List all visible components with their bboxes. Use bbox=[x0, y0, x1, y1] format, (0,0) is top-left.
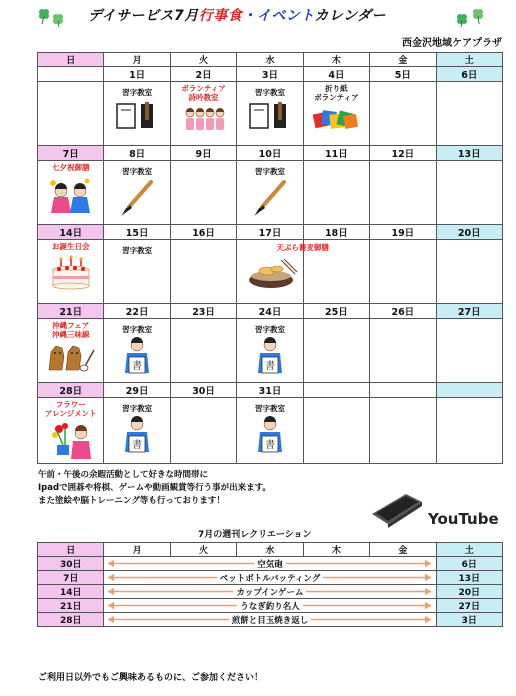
origami-paper-icon bbox=[312, 105, 360, 135]
rec-event-span bbox=[104, 557, 436, 571]
rec-event-span bbox=[104, 571, 436, 585]
event-label: お誕生日会 bbox=[51, 242, 90, 251]
date-cell: 10日 bbox=[237, 146, 303, 161]
note-line: 午前・午後の余暇活動として好きな時間帯に bbox=[38, 470, 209, 480]
event-label: 習字教室 bbox=[122, 325, 153, 334]
rec-weekday-mon: 月 bbox=[104, 543, 170, 557]
monthly-calendar bbox=[37, 52, 503, 464]
rec-start-date: 28日 bbox=[38, 613, 104, 627]
event-label: 習字教室 bbox=[254, 88, 285, 97]
rec-weekday-sun: 日 bbox=[38, 543, 104, 557]
rec-event-name: ペットボトルバッティング bbox=[217, 574, 324, 584]
date-cell: 17日 bbox=[237, 225, 303, 240]
event-cell bbox=[303, 82, 369, 146]
date-cell: 13日 bbox=[436, 146, 502, 161]
shisa-lions-icon bbox=[46, 342, 96, 372]
header bbox=[0, 0, 516, 34]
event-label: 沖縄フェア 沖縄三味線 bbox=[51, 321, 90, 339]
event-label: 天ぷら蕎麦御膳 bbox=[276, 243, 329, 252]
date-cell bbox=[370, 383, 436, 398]
recreation-row bbox=[38, 613, 503, 627]
recreation-row bbox=[38, 557, 503, 571]
weekday-sun: 日 bbox=[38, 53, 104, 67]
calligraphy-man-icon bbox=[252, 337, 288, 375]
rec-weekday-sat: 土 bbox=[436, 543, 502, 557]
event-cell bbox=[104, 240, 170, 304]
date-cell: 24日 bbox=[237, 304, 303, 319]
tablet-youtube-graphic bbox=[366, 480, 506, 540]
svg-text:書: 書 bbox=[132, 361, 143, 372]
date-cell bbox=[303, 383, 369, 398]
clover-icon bbox=[34, 6, 70, 28]
date-cell: 22日 bbox=[104, 304, 170, 319]
date-cell: 3日 bbox=[237, 67, 303, 82]
date-cell: 28日 bbox=[38, 383, 104, 398]
date-cell: 1日 bbox=[104, 67, 170, 82]
event-row bbox=[38, 161, 503, 225]
choir-ladies-icon bbox=[182, 105, 226, 133]
event-label: 習字教室 bbox=[122, 167, 153, 176]
event-cell bbox=[370, 82, 436, 146]
date-cell: 4日 bbox=[303, 67, 369, 82]
recreation-header-row bbox=[38, 543, 503, 557]
event-label: 習字教室 bbox=[122, 88, 153, 97]
event-label: 折り紙 ボランティア bbox=[314, 84, 359, 102]
event-cell bbox=[104, 398, 170, 464]
note-line: また塗絵や脳トレーニング等も行っております！ bbox=[38, 496, 225, 506]
event-row bbox=[38, 82, 503, 146]
tanabata-couple-icon bbox=[47, 175, 95, 215]
rec-event-name: 煎餅と目玉焼き返し bbox=[229, 616, 312, 626]
event-label: 習字教室 bbox=[254, 404, 285, 413]
clover-icon bbox=[452, 6, 488, 28]
date-cell: 31日 bbox=[237, 383, 303, 398]
flower-arranging-icon bbox=[49, 421, 93, 461]
event-cell bbox=[38, 398, 104, 464]
weekday-header-row bbox=[38, 53, 503, 67]
event-cell bbox=[436, 319, 502, 383]
svg-text:書: 書 bbox=[264, 361, 275, 372]
event-cell bbox=[104, 319, 170, 383]
date-cell: 26日 bbox=[370, 304, 436, 319]
event-cell bbox=[237, 240, 329, 304]
weekday-sat: 土 bbox=[436, 53, 502, 67]
calligraphy-man-icon bbox=[119, 337, 155, 375]
title-suffix: カレンダー bbox=[314, 8, 386, 24]
date-cell: 18日 bbox=[303, 225, 369, 240]
event-cell bbox=[104, 161, 170, 225]
event-cell bbox=[237, 82, 303, 146]
birthday-cake-icon bbox=[49, 254, 93, 294]
brush-icon bbox=[250, 179, 290, 217]
calligraphy-man-icon bbox=[252, 416, 288, 454]
date-cell: 21日 bbox=[38, 304, 104, 319]
event-row bbox=[38, 398, 503, 464]
date-cell: 30日 bbox=[170, 383, 236, 398]
event-cell bbox=[303, 398, 369, 464]
event-label: 習字教室 bbox=[254, 325, 285, 334]
rec-weekday-wed: 水 bbox=[237, 543, 303, 557]
date-cell: 14日 bbox=[38, 225, 104, 240]
date-row bbox=[38, 383, 503, 398]
rec-event-name: うなぎ釣り名人 bbox=[237, 602, 303, 612]
date-cell: 29日 bbox=[104, 383, 170, 398]
rec-event-name: 空気砲 bbox=[254, 560, 286, 570]
date-cell: 8日 bbox=[104, 146, 170, 161]
date-cell: 23日 bbox=[170, 304, 236, 319]
calligraphy-man-icon bbox=[119, 416, 155, 454]
event-cell bbox=[436, 398, 502, 464]
date-cell: 6日 bbox=[436, 67, 502, 82]
event-cell bbox=[436, 161, 502, 225]
event-cell bbox=[303, 319, 369, 383]
title-event: ・イベント bbox=[242, 8, 315, 24]
event-cell bbox=[104, 82, 170, 146]
event-cell bbox=[170, 240, 236, 304]
event-label: ボランティア 詩吟教室 bbox=[181, 84, 226, 102]
event-cell bbox=[170, 319, 236, 383]
rec-weekday-tue: 火 bbox=[170, 543, 236, 557]
rec-end-date: 20日 bbox=[436, 585, 502, 599]
date-cell: 11日 bbox=[303, 146, 369, 161]
rec-end-date: 27日 bbox=[436, 599, 502, 613]
date-cell: 20日 bbox=[436, 225, 502, 240]
weekday-tue: 火 bbox=[170, 53, 236, 67]
youtube-logo-icon bbox=[427, 510, 499, 528]
date-cell: 12日 bbox=[370, 146, 436, 161]
date-row bbox=[38, 67, 503, 82]
date-cell: 7日 bbox=[38, 146, 104, 161]
event-row bbox=[38, 319, 503, 383]
event-cell bbox=[370, 161, 436, 225]
rec-event-span bbox=[104, 585, 436, 599]
event-label: 七夕祝御膳 bbox=[51, 163, 90, 172]
date-cell: 19日 bbox=[370, 225, 436, 240]
event-cell bbox=[436, 240, 502, 304]
title-prefix: デイサービス7月 bbox=[88, 8, 199, 24]
svg-text:書: 書 bbox=[132, 440, 143, 451]
rec-event-span bbox=[104, 599, 436, 613]
date-cell: 16日 bbox=[170, 225, 236, 240]
weekday-wed: 水 bbox=[237, 53, 303, 67]
event-label: 習字教室 bbox=[122, 404, 153, 413]
event-label: 習字教室 bbox=[122, 246, 153, 255]
date-cell bbox=[436, 383, 502, 398]
event-cell bbox=[38, 240, 104, 304]
event-cell bbox=[38, 161, 104, 225]
date-cell: 27日 bbox=[436, 304, 502, 319]
rec-start-date: 14日 bbox=[38, 585, 104, 599]
event-cell bbox=[303, 161, 369, 225]
recreation-row bbox=[38, 585, 503, 599]
footer-message: ご利用日以外でもご興味あるものに、ご参加ください！ bbox=[38, 673, 264, 683]
recreation-title: 7月の週刊レクリエーション bbox=[198, 530, 312, 540]
title-meal: 行事食 bbox=[198, 8, 243, 24]
rec-end-date: 13日 bbox=[436, 571, 502, 585]
weekday-fri: 金 bbox=[370, 53, 436, 67]
event-cell bbox=[370, 398, 436, 464]
date-row bbox=[38, 225, 503, 240]
rec-end-date: 3日 bbox=[436, 613, 502, 627]
rec-event-name: カップインゲーム bbox=[233, 588, 306, 598]
event-cell bbox=[38, 319, 104, 383]
calligraphy-board-icon bbox=[115, 100, 159, 130]
weekday-thu: 木 bbox=[303, 53, 369, 67]
event-cell bbox=[170, 161, 236, 225]
event-cell bbox=[237, 319, 303, 383]
organization-name: 西金沢地域ケアプラザ bbox=[402, 38, 502, 49]
event-cell bbox=[303, 240, 369, 304]
date-cell: 15日 bbox=[104, 225, 170, 240]
page-title bbox=[88, 5, 438, 25]
rec-end-date: 6日 bbox=[436, 557, 502, 571]
date-cell: 5日 bbox=[370, 67, 436, 82]
event-cell bbox=[237, 398, 303, 464]
recreation-row bbox=[38, 599, 503, 613]
date-row bbox=[38, 304, 503, 319]
rec-weekday-fri: 金 bbox=[370, 543, 436, 557]
recreation-table bbox=[37, 542, 503, 627]
event-cell bbox=[370, 319, 436, 383]
tempura-soba-icon bbox=[241, 258, 301, 294]
event-row bbox=[38, 240, 503, 304]
event-cell bbox=[237, 161, 303, 225]
recreation-row bbox=[38, 571, 503, 585]
event-cell bbox=[38, 82, 104, 146]
date-cell: 25日 bbox=[303, 304, 369, 319]
rec-start-date: 30日 bbox=[38, 557, 104, 571]
weekday-mon: 月 bbox=[104, 53, 170, 67]
event-cell bbox=[436, 82, 502, 146]
event-cell bbox=[170, 82, 236, 146]
calligraphy-board-icon bbox=[248, 100, 292, 130]
rec-weekday-thu: 木 bbox=[303, 543, 369, 557]
note-line: Ipadで囲碁や将棋、ゲームや動画観賞等行う事が出来ます。 bbox=[38, 483, 271, 493]
rec-start-date: 21日 bbox=[38, 599, 104, 613]
brush-icon bbox=[117, 179, 157, 217]
date-cell bbox=[38, 67, 104, 82]
rec-event-span bbox=[104, 613, 436, 627]
rec-start-date: 7日 bbox=[38, 571, 104, 585]
event-label: フラワー アレンジメント bbox=[44, 400, 97, 418]
event-label: 習字教室 bbox=[254, 167, 285, 176]
youtube-label: YouTube bbox=[428, 510, 499, 528]
tablet-icon bbox=[372, 494, 422, 528]
date-cell: 9日 bbox=[170, 146, 236, 161]
event-cell bbox=[170, 398, 236, 464]
date-cell: 2日 bbox=[170, 67, 236, 82]
activity-notes bbox=[38, 469, 368, 508]
date-row bbox=[38, 146, 503, 161]
svg-text:書: 書 bbox=[264, 440, 275, 451]
event-cell bbox=[370, 240, 436, 304]
